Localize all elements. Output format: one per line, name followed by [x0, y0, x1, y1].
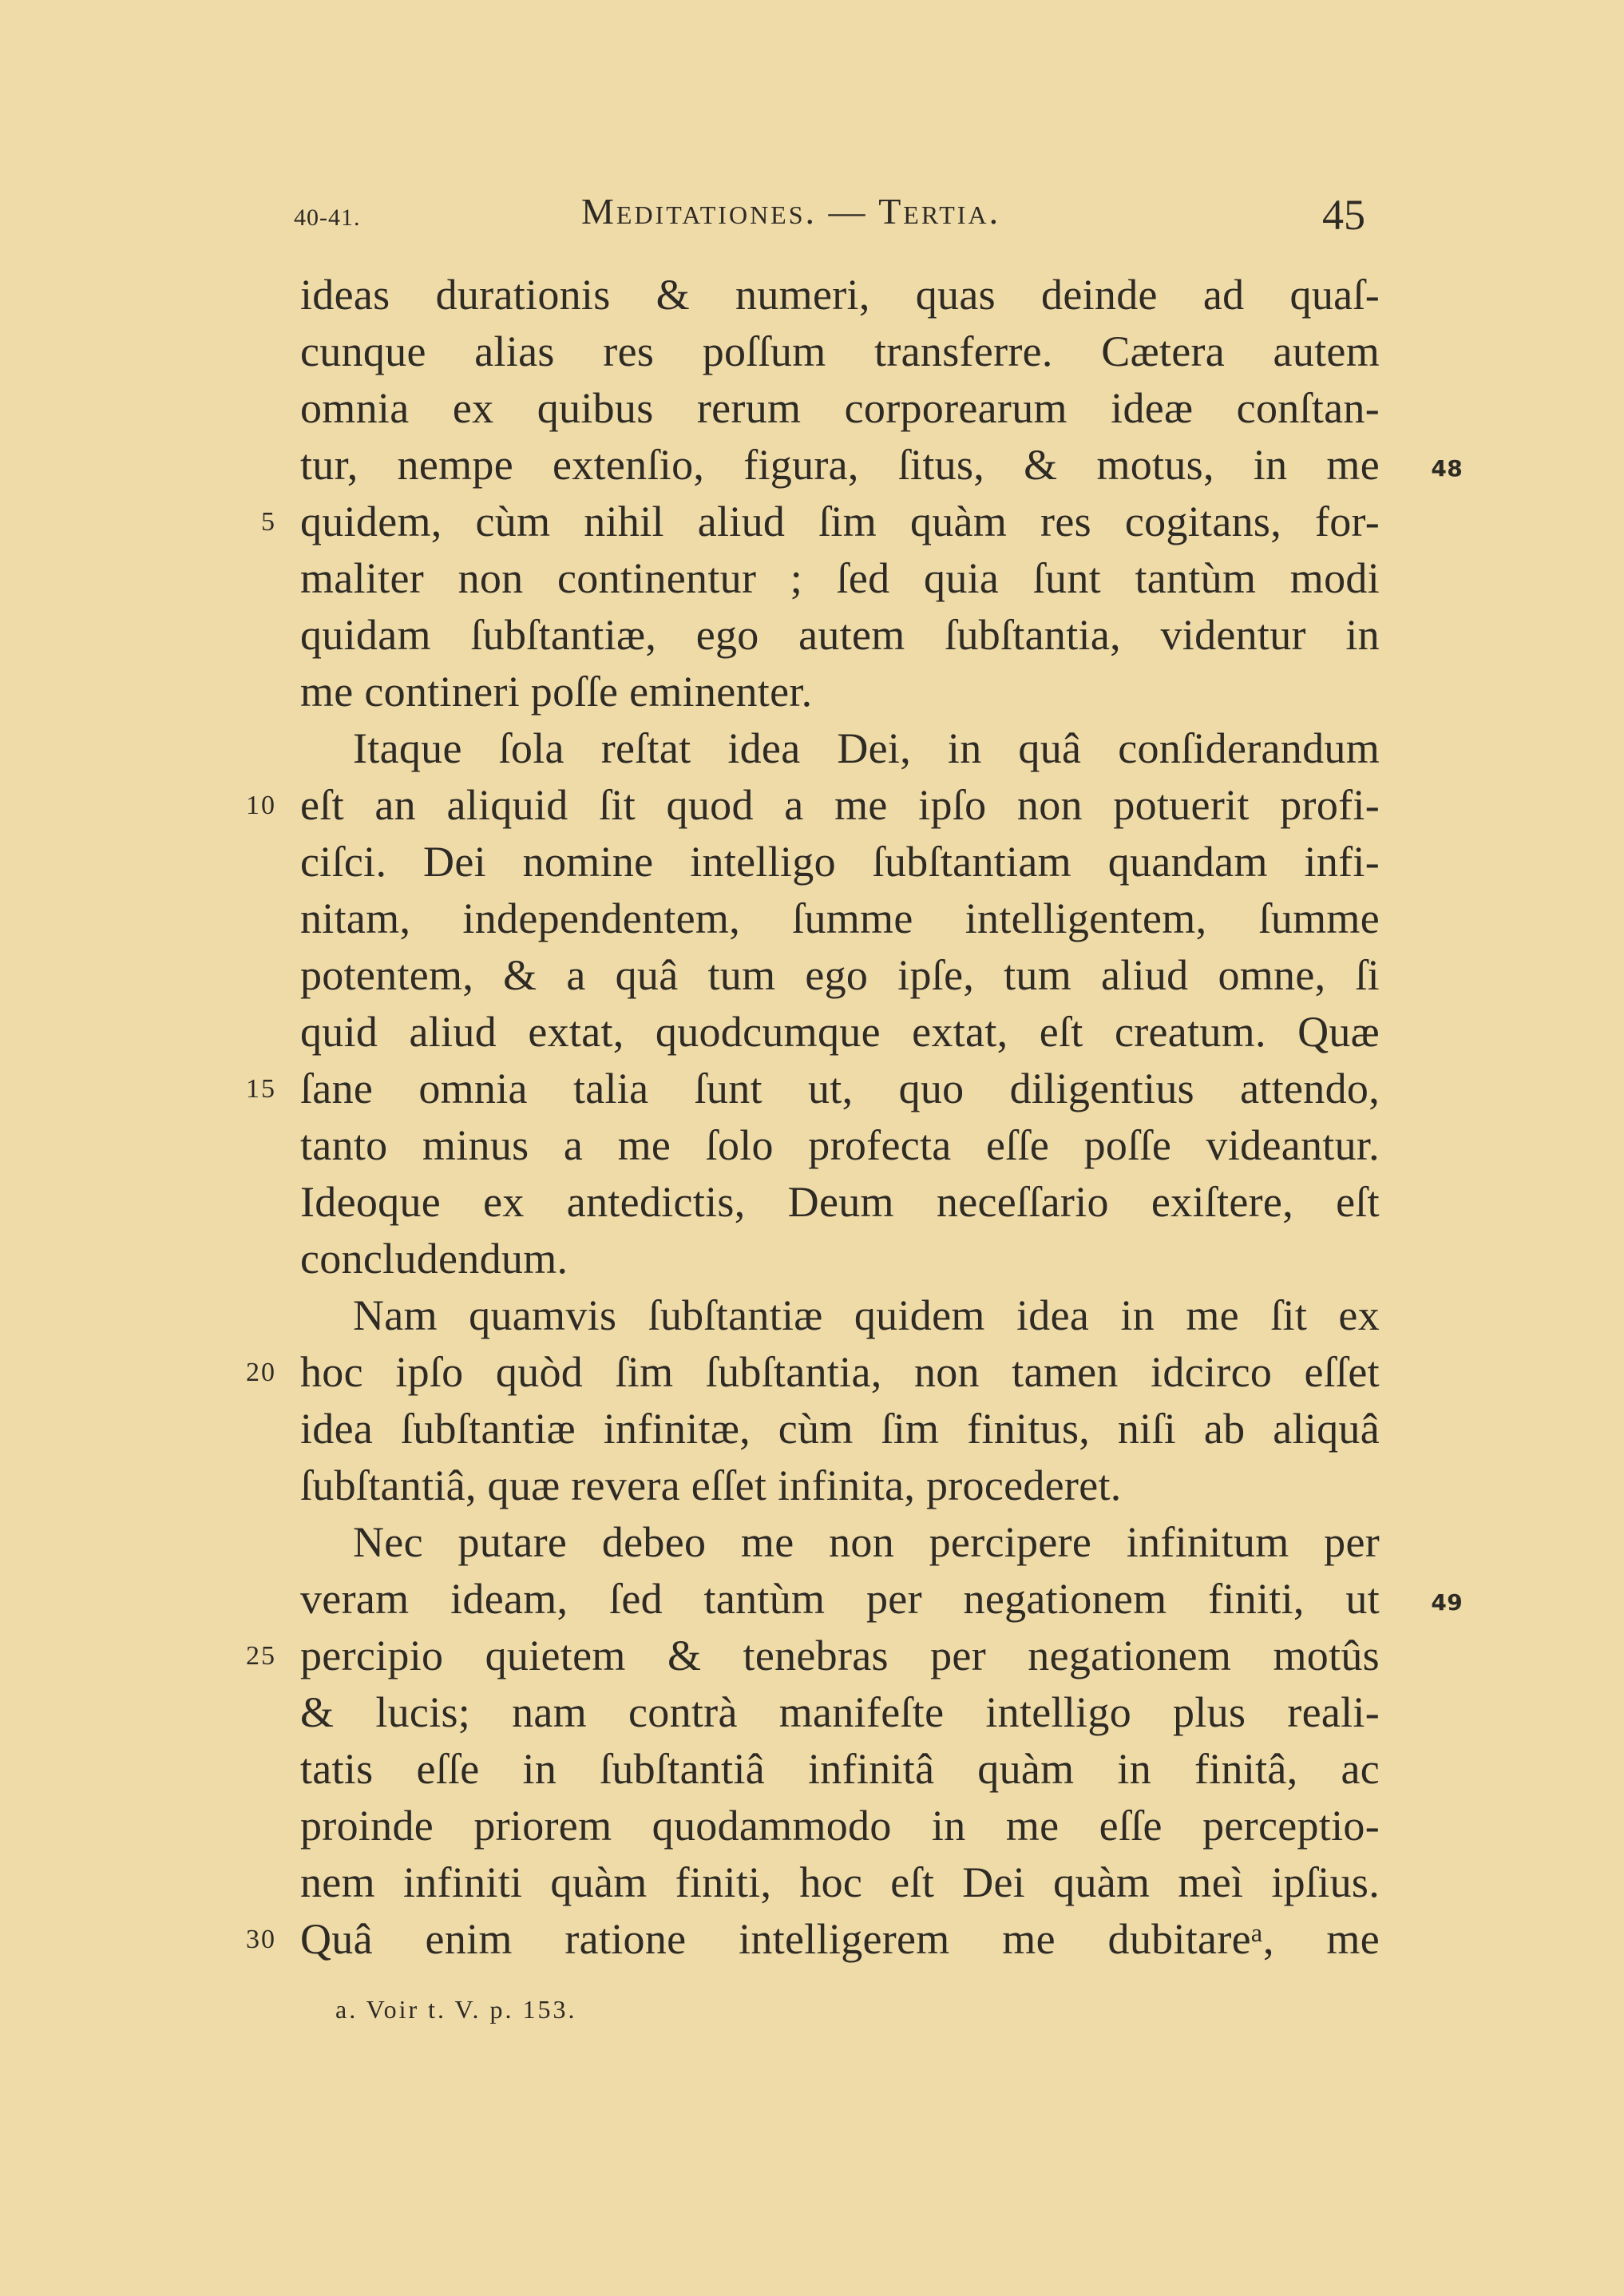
text-line [300, 720, 1380, 777]
line-text: me contineri poſſe eminenter. [300, 668, 813, 716]
line-text: quidem, cùm nihil aliud ſim quàm res cogitans, for- [300, 498, 1380, 545]
line-number: 5 [261, 507, 276, 537]
line-text: & lucis; nam contrà manifeſte intelligo plus reali- [300, 1688, 1380, 1736]
text-line [300, 1231, 1380, 1287]
text-line [300, 890, 1380, 947]
text-line [300, 1854, 1380, 1911]
text-line [300, 380, 1380, 437]
line-text: Nec putare debeo me non percipere infinitum per [353, 1518, 1380, 1566]
line-text: percipio quietem & tenebras per negationem motûs [300, 1632, 1380, 1679]
body-text [246, 267, 1463, 1968]
text-line [246, 1628, 1380, 1684]
running-header [294, 190, 1380, 246]
text-line [300, 1457, 1380, 1514]
text-line [300, 1684, 1380, 1741]
line-text: eſt an aliquid ſit quod a me ipſo non potuerit profi- [300, 781, 1380, 829]
text-line [300, 1571, 1463, 1628]
line-text: maliter non continentur ; ſed quia ſunt tantùm modi [300, 554, 1380, 602]
line-number: 25 [246, 1641, 276, 1671]
footnote: a. Voir t. V. p. 153. [335, 1995, 577, 2024]
line-text: hoc ipſo quòd ſim ſubſtantia, non tamen idcirco eſſet [300, 1348, 1380, 1396]
text-line [300, 607, 1380, 664]
line-text: Ideoque ex antedictis, Deum neceſſario exiſtere, eſt [300, 1178, 1380, 1226]
line-text: tanto minus a me ſolo profecta eſſe poſſe videantur. [300, 1121, 1380, 1169]
line-text: veram ideam, ſed tantùm per negationem finiti, ut [300, 1575, 1380, 1623]
line-number: 10 [246, 791, 276, 820]
text-line [300, 1514, 1380, 1571]
text-line [300, 437, 1463, 494]
text-line [246, 1344, 1380, 1401]
text-line [300, 1287, 1380, 1344]
text-line [300, 1741, 1380, 1798]
text-line [300, 323, 1380, 380]
line-text: concludendum. [300, 1235, 568, 1283]
line-text: Quâ enim ratione intelligerem me dubitareᵃ, me [300, 1915, 1380, 1963]
line-text: ſane omnia talia ſunt ut, quo diligentius attendo, [300, 1065, 1380, 1112]
text-line [300, 1117, 1380, 1174]
text-line [300, 664, 1380, 720]
line-text: potentem, & a quâ tum ego ipſe, tum aliud omne, ſi [300, 951, 1380, 999]
line-text: ſubſtantiâ, quæ revera eſſet infinita, procederet. [300, 1461, 1122, 1509]
line-text: omnia ex quibus rerum corporearum ideæ conſtan- [300, 384, 1380, 432]
line-number: 15 [246, 1074, 276, 1104]
line-text: cunque alias res poſſum transferre. Cætera autem [300, 327, 1380, 375]
line-text: Nam quamvis ſubſtantiæ quidem idea in me ſit ex [353, 1291, 1380, 1339]
text-line [300, 1004, 1380, 1061]
line-number: 20 [246, 1358, 276, 1387]
line-text: idea ſubſtantiæ infinitæ, cùm ſim finitus, niſi ab aliquâ [300, 1405, 1380, 1453]
line-text: tur, nempe extenſio, figura, ſitus, & motus, in me [300, 441, 1380, 489]
line-text: proinde priorem quodammodo in me eſſe perceptio- [300, 1802, 1380, 1850]
line-text: quidam ſubſtantiæ, ego autem ſubſtantia, videntur in [300, 611, 1380, 659]
line-text: Itaque ſola reſtat idea Dei, in quâ conſiderandum [353, 724, 1380, 772]
line-text: nem infiniti quàm finiti, hoc eſt Dei quàm meì ipſius. [300, 1858, 1380, 1906]
text-line [300, 1401, 1380, 1457]
text-line [300, 1174, 1380, 1231]
line-text: ideas durationis & numeri, quas deinde ad quaſ- [300, 271, 1380, 319]
line-text: nitam, independentem, ſumme intelligentem, ſumme [300, 894, 1380, 942]
margin-reference: 49 [1431, 1589, 1463, 1616]
text-line [261, 494, 1380, 550]
margin-reference: 48 [1431, 455, 1463, 482]
line-text: tatis eſſe in ſubſtantiâ infinitâ quàm in finitâ, ac [300, 1745, 1380, 1793]
text-line [300, 267, 1380, 323]
page-number: 45 [1322, 191, 1365, 239]
line-text: ciſci. Dei nomine intelligo ſubſtantiam quandam infi- [300, 838, 1380, 886]
text-line [300, 1798, 1380, 1854]
line-number: 30 [246, 1925, 276, 1954]
header-page-reference: 40-41. [294, 204, 361, 231]
text-line [246, 777, 1380, 834]
text-line [300, 550, 1380, 607]
text-line [246, 1061, 1380, 1117]
text-line [300, 947, 1380, 1004]
line-text: quid aliud extat, quodcumque extat, eſt creatum. Quæ [300, 1008, 1380, 1056]
text-line [246, 1911, 1380, 1968]
header-title: Meditationes. — Tertia. [581, 191, 1001, 232]
text-line [300, 834, 1380, 890]
